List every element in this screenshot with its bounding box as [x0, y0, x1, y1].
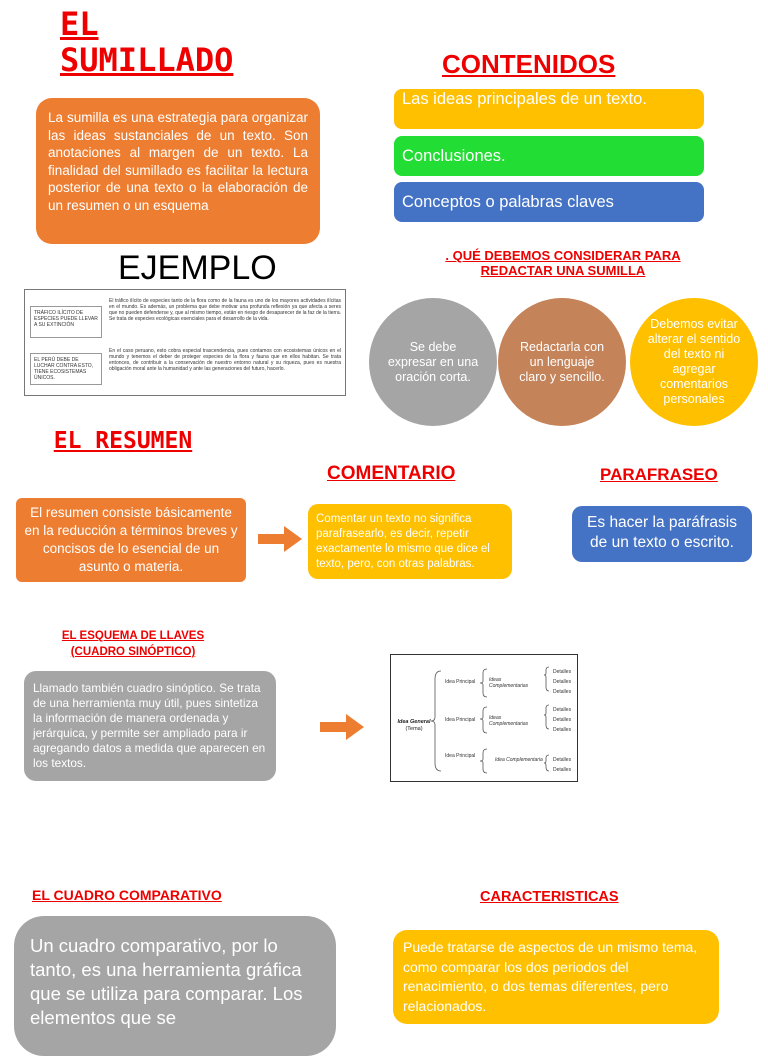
- llaves-detalle-3: Detalles: [553, 689, 572, 695]
- llaves-detalle-6: Detalles: [553, 727, 572, 733]
- parafraseo-box: [572, 506, 752, 562]
- llaves-detalle-8: Detalles: [553, 767, 572, 773]
- comparativo-box: [14, 916, 336, 1056]
- caracteristicas-text: Puede tratarse de aspectos de un mismo tema, como comparar los dos periodos del renacimiento, o dos temas diferentes, pero relacionados.: [403, 939, 698, 1014]
- ejemplo-document: [24, 289, 346, 396]
- llaves-root: [397, 719, 431, 733]
- contenidos-item-2: Conclusiones.: [394, 136, 704, 176]
- caracteristicas-title: CARACTERISTICAS: [480, 889, 619, 905]
- comparativo-text: Un cuadro comparativo, por lo tanto, es una herramienta gráfica que se utiliza para comparar. Los elementos que se: [30, 935, 303, 1028]
- esquema-box: [24, 671, 276, 781]
- llaves-detalle-1: Detalles: [553, 669, 572, 675]
- comentario-text: Comentar un texto no significa parafrasearlo, es decir, repetir exactamente lo mismo que dice el texto, pero, con otras palabras.: [316, 513, 490, 570]
- caracteristicas-box: [393, 930, 719, 1024]
- sumillado-definition-text: La sumilla es una estrategia para organizar las ideas sustanciales de un texto. Son anotaciones al margen de un texto. La finalidad del sumillado es facilitar la lectura posterior de una texto o la elaboración de un resumen o un esquema: [48, 110, 308, 213]
- llaves-complementaria-2: Ideas Complementarias: [489, 715, 529, 727]
- circle-lenguaje-claro: [498, 298, 626, 426]
- circle-oracion-corta: [369, 298, 497, 426]
- comentario-title: COMENTARIO: [327, 463, 456, 484]
- llaves-principal-1: Idea Principal: [445, 679, 476, 685]
- circle-evitar-alterar-text: Debemos evitar alterar el sentido del texto ni agregar comentarios personales: [647, 317, 741, 406]
- llaves-root-sub: (Tema): [405, 726, 423, 732]
- esquema-title-line2: (CUADRO SINÓPTICO): [70, 646, 196, 658]
- llaves-principal-3: Idea Principal: [445, 753, 476, 759]
- document-paragraph-2: En el caso peruano, esto cobra especial trascendencia, pues contamos con ecosistemas únicos en el mundo y tenemos el deber de proteger especies de la flora y fauna que en ellos habitan. Se trata entonces, de contribuir a la conservación de nuestro entorno natural y su riqueza, pues es nuestra obligación moral ante la humanidad y ante las generaciones del futuro, hacerlo.: [109, 348, 341, 372]
- llaves-detalle-7: Detalles: [553, 757, 572, 763]
- resumen-title: EL RESUMEN: [53, 428, 193, 454]
- llaves-principal-2: Idea Principal: [445, 717, 476, 723]
- resumen-arrow-icon: [258, 526, 302, 552]
- resumen-text: El resumen consiste básicamente en la reducción a términos breves y concisos de lo esencial de un asunto o materia.: [24, 505, 238, 574]
- comentario-box: [308, 504, 512, 579]
- sumillado-title: EL SUMILLADO: [60, 6, 234, 79]
- contenidos-title: CONTENIDOS: [442, 49, 616, 79]
- llaves-root-label: Idea General: [397, 719, 431, 725]
- parafraseo-text: Es hacer la paráfrasis de un texto o escrito.: [587, 514, 737, 551]
- llaves-detalle-2: Detalles: [553, 679, 572, 685]
- circle-oracion-corta-text: Se debe expresar en una oración corta.: [387, 339, 479, 384]
- esquema-arrow-icon: [320, 714, 364, 740]
- document-paragraph-1: El tráfico ilícito de especies tanto de la flora como de la fauna es uno de los mayores actividades ilícitas en el mundo. Es además, un problema que debe motivar una profunda reflexión ya que afecta a seres que no pueden defenderse y, que al mismo tiempo, están en riesgo de desaparecer de la faz de la tierra. Se trata de especies ecológicas esenciales para el desarrollo de la vida.: [109, 298, 341, 322]
- side-note-2: EL PERÚ DEBE DE LUCHAR CONTRA ESTO, TIENE ECOSISTEMAS ÚNICOS.: [30, 353, 102, 385]
- contenidos-item-1: Las ideas principales de un texto.: [394, 89, 704, 129]
- sumillado-definition-box: [36, 98, 320, 244]
- circle-lenguaje-claro-text: Redactarla con un lenguaje claro y sencillo.: [519, 339, 605, 384]
- contenidos-item-3: Conceptos o palabras claves: [394, 182, 704, 222]
- side-note-1: TRÁFICO ILÍCITO DE ESPECIES PUEDE LLEVAR A SU EXTINCIÓN: [30, 306, 102, 338]
- esquema-title: [50, 628, 216, 660]
- esquema-title-line1: EL ESQUEMA DE LLAVES: [61, 630, 205, 642]
- llaves-diagram: [390, 654, 578, 782]
- llaves-detalle-5: Detalles: [553, 717, 572, 723]
- llaves-complementaria-3: Idea Complementaria: [495, 757, 543, 763]
- circle-evitar-alterar: [630, 298, 758, 426]
- ejemplo-label: EJEMPLO: [118, 249, 277, 287]
- llaves-complementaria-1: Ideas Complementarias: [489, 677, 529, 689]
- resumen-box: [16, 498, 246, 582]
- considerar-title: . QUÉ DEBEMOS CONSIDERAR PARA REDACTAR UNA SUMILLA: [445, 248, 681, 278]
- comparativo-title: EL CUADRO COMPARATIVO: [32, 887, 222, 903]
- parafraseo-title: PARAFRASEO: [600, 465, 718, 484]
- llaves-detalle-4: Detalles: [553, 707, 572, 713]
- esquema-text: Llamado también cuadro sinóptico. Se trata de una herramienta muy útil, pues sintetiza la información de manera ordenada y jerárquica, y permite ser ampliado para ir agregando datos a medida que aparecen en los textos.: [33, 681, 266, 770]
